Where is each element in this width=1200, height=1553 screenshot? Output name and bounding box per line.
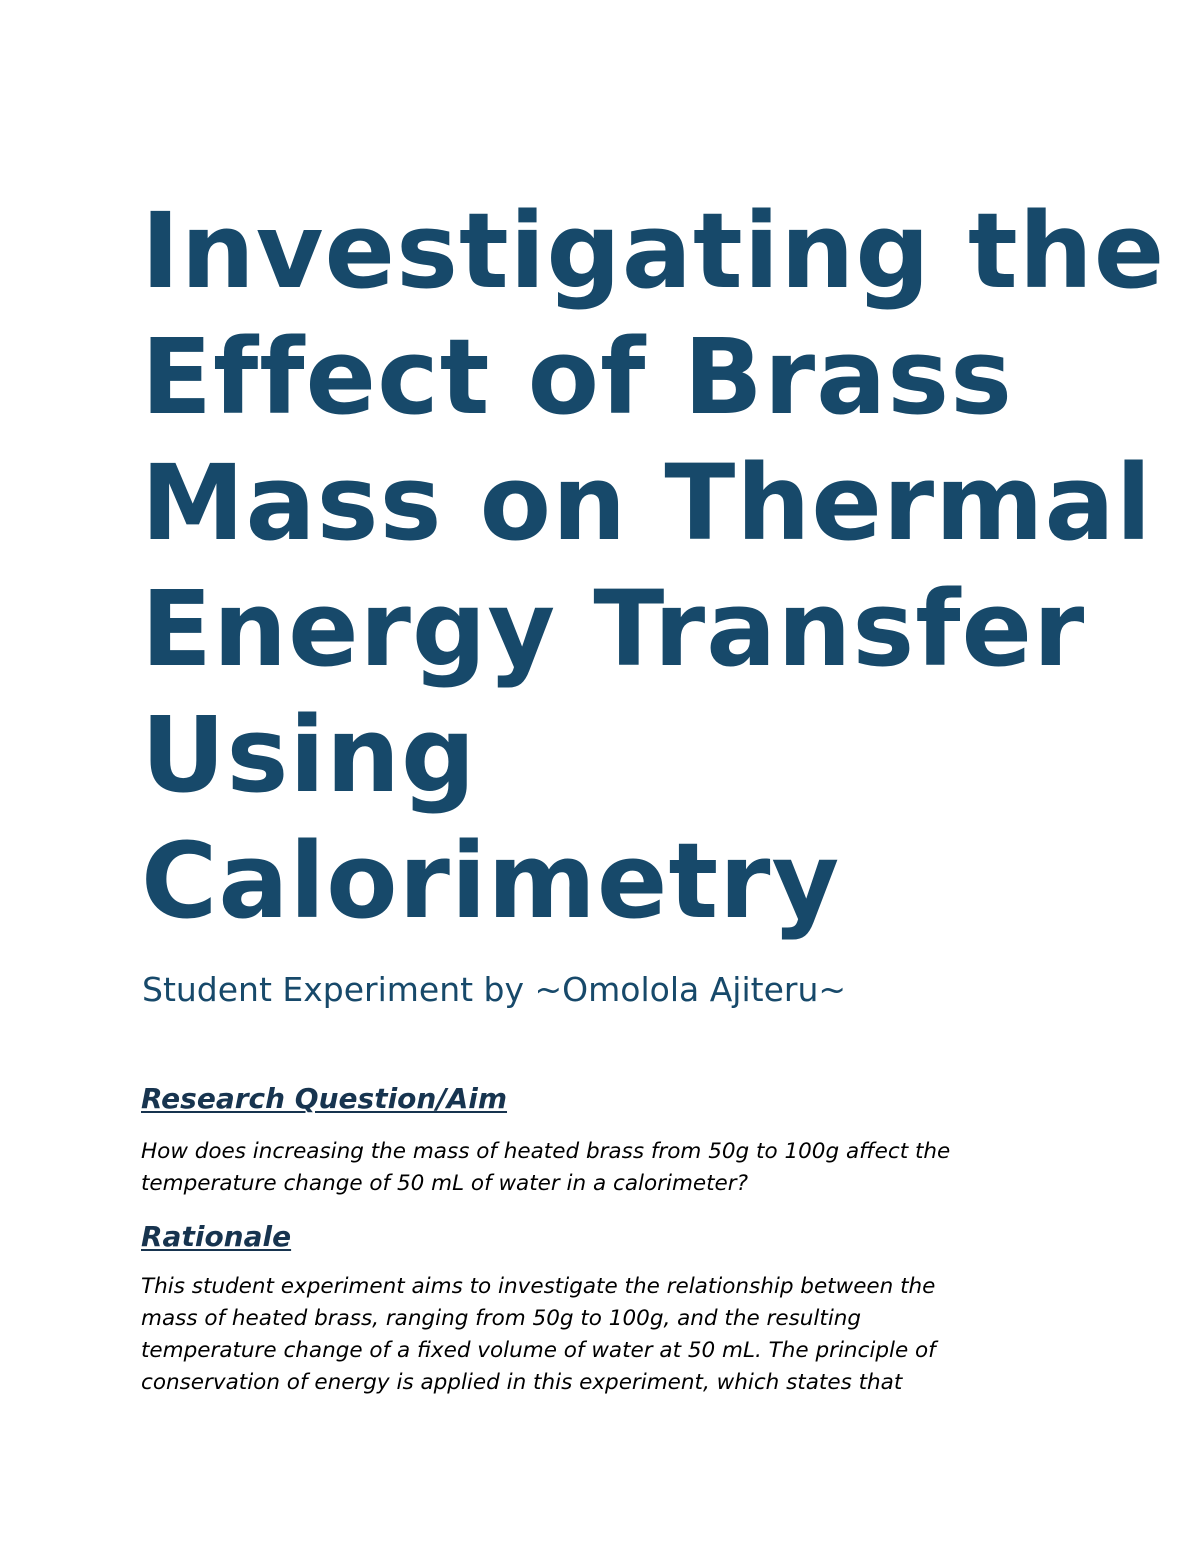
research-question-text — [141, 1136, 950, 1200]
rationale-heading: Rationale — [141, 1220, 292, 1253]
title-line: Mass on Thermal — [141, 442, 1153, 564]
paragraph-line: This student experiment aims to investigate the relationship between the — [141, 1274, 936, 1299]
title-line: Effect of Brass — [141, 316, 1014, 438]
page-content — [141, 188, 1166, 1395]
paragraph-line: How does increasing the mass of heated brass from 50g to 100g affect the — [141, 1139, 951, 1164]
document-subtitle: Student Experiment by ~Omolola Ajiteru~ — [142, 970, 847, 1009]
title-line: Investigating the — [141, 190, 1166, 312]
title-line: Calorimetry — [141, 820, 841, 942]
paragraph-line: mass of heated brass, ranging from 50g to 100g, and the resulting — [141, 1306, 862, 1331]
title-line: Energy Transfer — [141, 568, 1086, 690]
document-title — [141, 188, 1166, 944]
paragraph-line: temperature change of 50 mL of water in a calorimeter? — [141, 1171, 749, 1196]
paragraph-line: temperature change of a fixed volume of water at 50 mL. The principle of — [141, 1338, 936, 1363]
paragraph-line: conservation of energy is applied in this experiment, which states that — [141, 1370, 903, 1395]
rationale-text — [141, 1271, 936, 1399]
title-line: Using — [141, 694, 477, 816]
research-question-heading: Research Question/Aim — [141, 1082, 508, 1115]
